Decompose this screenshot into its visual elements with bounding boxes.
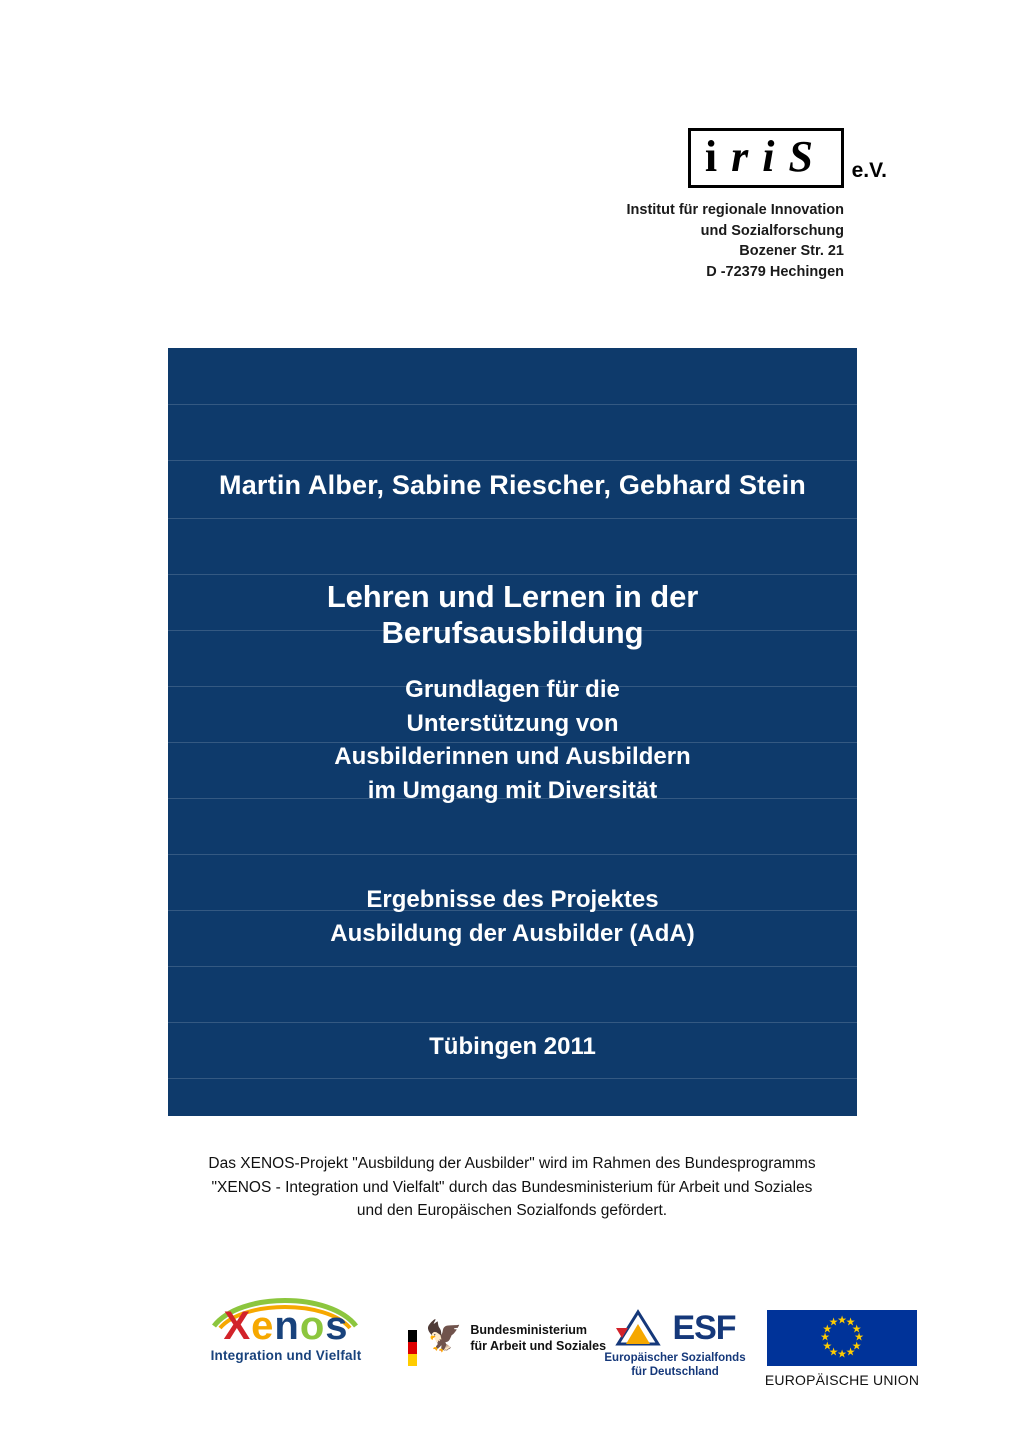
eu-star-icon: ★ [837,1314,847,1327]
esf-mark-icon [614,1308,666,1348]
xenos-logo [196,1306,376,1363]
project-results-line-1: Ergebnisse des Projektes [366,886,659,914]
subtitle [194,673,831,807]
title-panel [168,348,857,1116]
eu-flag-icon [767,1310,917,1366]
funding-note-line-1: Das XENOS-Projekt "Ausbildung der Ausbilder" wird im Rahmen des Bundesprogramms [208,1155,816,1172]
page-title: Lehren und Lernen in der Berufsausbildung [326,579,699,650]
eu-star-icon: ★ [820,1331,830,1344]
funding-note [155,1152,869,1223]
subtitle-line-1: Grundlagen für die [405,676,620,703]
place-and-year: Tübingen 2011 [429,1032,596,1060]
eu-star-icon: ★ [828,1316,839,1329]
bmas-text [470,1316,606,1355]
subtitle-line-2: Unterstützung von [406,709,619,737]
german-flag-icon [408,1330,417,1366]
bmas-line-1: Bundesministerium [470,1323,588,1337]
funding-note-line-2: "XENOS - Integration und Vielfalt" durch das Bundesministerium für Arbeit und Soziales [211,1178,813,1196]
publisher-institute-line2: und Sozialforschung [700,222,844,239]
project-results [194,883,831,950]
bmas-line-2: für Arbeit und Soziales [470,1339,607,1354]
iris-logo [688,128,887,188]
esf-sub-line-1: Europäischer Sozialfonds [604,1352,746,1364]
authors: Martin Alber, Sabine Riescher, Gebhard Stein [219,470,806,500]
eu-star-icon: ★ [851,1340,862,1352]
eu-star-icon: ★ [854,1331,864,1344]
eu-star-icon: ★ [822,1340,833,1352]
subtitle-line-3: Ausbilderinnen und Ausbildern [334,743,691,771]
publisher-street: Bozener Str. 21 [739,243,844,260]
eu-star-icon: ★ [845,1346,856,1359]
eu-caption: EUROPÄISCHE UNION [764,1372,920,1388]
esf-wordmark: ESF [672,1309,736,1347]
xenos-wordmark: Xenos [223,1304,349,1348]
esf-logo [600,1308,750,1380]
eu-star-icon: ★ [845,1316,856,1329]
eu-logo [762,1310,922,1388]
funding-note-line-3: und den Europäischen Sozialfonds gefördert. [356,1202,668,1220]
publisher-address [424,200,844,282]
eu-star-icon: ★ [851,1323,862,1335]
esf-sub-line-2: für Deutschland [631,1366,719,1379]
funder-logo-row [0,1300,1024,1410]
federal-eagle-icon: 🦅 [425,1320,463,1353]
eu-star-icon: ★ [822,1323,833,1335]
publisher-institute-line1: Institut für regionale Innovation [626,202,844,218]
bmas-logo [408,1316,606,1366]
eu-star-icon: ★ [837,1348,847,1361]
publisher-city: D -72379 Hechingen [706,263,844,280]
subtitle-line-4: im Umgang mit Diversität [367,776,658,804]
publisher-block [424,128,887,282]
iris-logo-wordmark: iriS [704,132,827,181]
esf-subtitle [600,1351,750,1380]
xenos-tagline: Integration und Vielfalt [210,1348,362,1363]
iris-logo-ev: e.V. [851,159,887,182]
project-results-line-2: Ausbildung der Ausbilder (AdA) [330,919,695,947]
eu-star-icon: ★ [828,1346,839,1359]
